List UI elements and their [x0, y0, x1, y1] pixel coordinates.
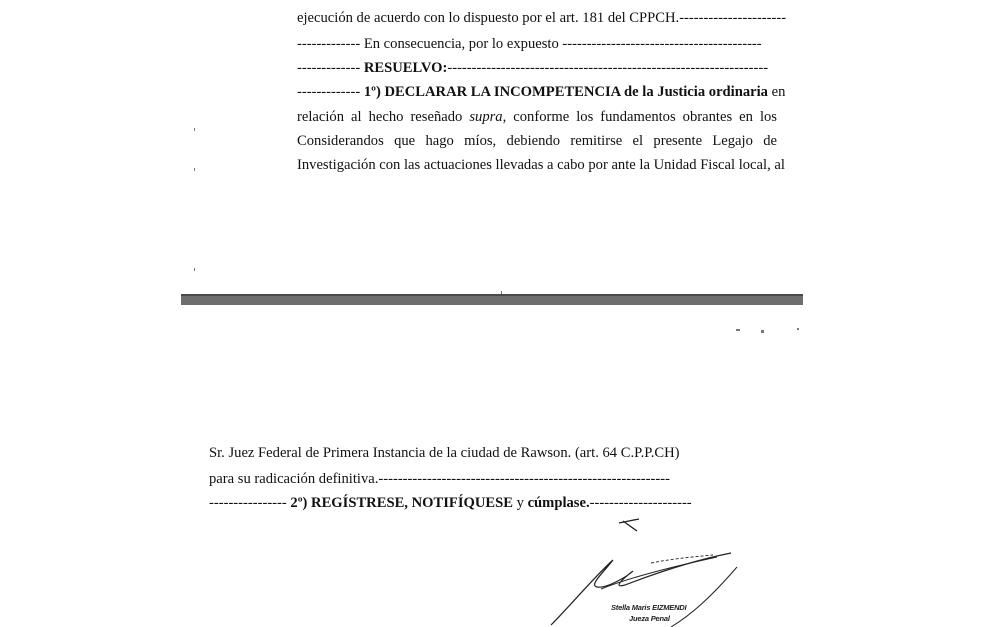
resolution-item-2: [209, 494, 692, 512]
scan-speck: [194, 268, 195, 271]
signer-role: Jueza Penal: [629, 614, 670, 623]
paragraph-line: [297, 108, 777, 126]
scan-speck: [797, 328, 799, 330]
dashes: ----------------: [209, 495, 291, 511]
paragraph-line: ejecución de acuerdo con lo dispuesto por el art. 181 del CPPCH.----------------------: [297, 10, 787, 26]
text-fragment: relación al hecho reseñado: [297, 109, 470, 125]
scan-speck: [194, 128, 195, 131]
dashes: ---------------------: [589, 495, 692, 511]
page-separator: [181, 296, 803, 305]
italic-word: supra: [469, 109, 503, 125]
scan-speck: [194, 168, 195, 171]
resolution-item-2-bold: 2º) REGÍSTRESE, NOTIFÍQUESE: [290, 495, 513, 511]
scan-speck: [761, 330, 764, 333]
document-page-1: [181, 0, 803, 296]
resolution-item-1: [297, 83, 785, 101]
paragraph-line: Considerandos que hago míos, debiendo remitirse el presente Legajo de: [297, 133, 777, 149]
resuelvo-heading: RESUELVO:: [363, 60, 448, 76]
paragraph-line: para su radicación definitiva.------------------------------------------------------------: [209, 471, 670, 487]
text-fragment: , conforme los fundamentos obrantes en los: [502, 109, 777, 125]
text-fragment: y: [512, 495, 528, 511]
paragraph-line: Sr. Juez Federal de Primera Instancia de la ciudad de Rawson. (art. 64 C.P.P.CH): [209, 445, 680, 461]
paragraph-line: ------------- En consecuencia, por lo expuesto -----------------------------------------: [297, 36, 762, 52]
text-fragment: en: [767, 84, 786, 100]
resuelvo-line: [297, 59, 768, 77]
dashes: ------------------------------------------------------------------: [447, 60, 769, 76]
paragraph-line: Investigación con las actuaciones llevadas a cabo por ante la Unidad Fiscal local, al: [297, 157, 785, 173]
resolution-item-1-bold: 1º) DECLARAR LA INCOMPETENCIA de la Justicia ordinaria: [363, 84, 768, 100]
dashes: -------------: [297, 84, 364, 100]
cumplase-bold: cúmplase.: [527, 495, 590, 511]
dashes: -------------: [297, 60, 364, 76]
scan-speck: [736, 329, 740, 331]
signer-name: Stella Maris EIZMENDI: [611, 603, 687, 612]
document-page-2: [181, 305, 803, 627]
